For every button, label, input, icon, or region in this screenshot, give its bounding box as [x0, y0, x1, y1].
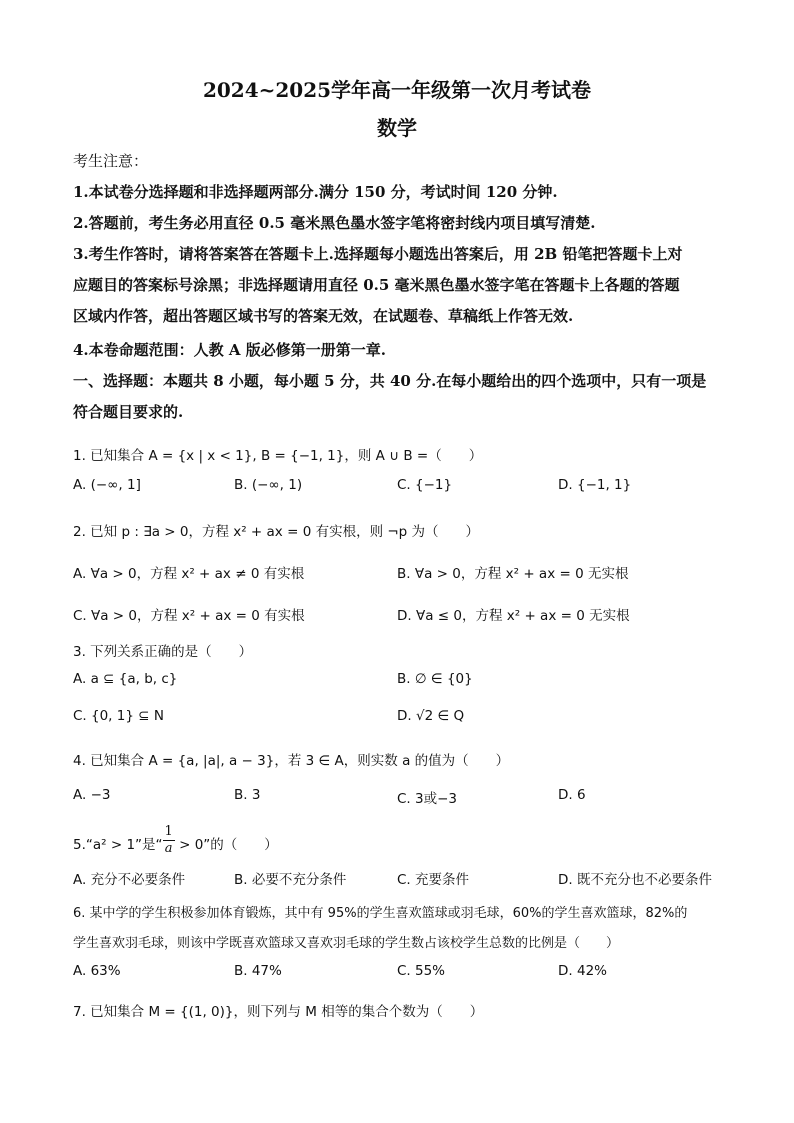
question-1-option-b: B. (−∞, 1) — [234, 477, 303, 493]
question-3-option-d: D. √2 ∈ Q — [397, 708, 465, 724]
notice-item-3: 3.考生作答时，请将答案答在答题卡上.选择题每小题选出答案后，用 2B 铅笔把答题卡上对 — [73, 245, 683, 263]
question-3-option-c: C. {0, 1} ⊆ N — [73, 708, 164, 724]
notice-item-2: 2.答题前，考生务必用直径 0.5 毫米黑色墨水签字笔将密封线内项目填写清楚. — [73, 214, 596, 232]
question-6-option-b: B. 47% — [234, 963, 282, 979]
question-2-option-a: A. ∀a > 0，方程 x² + ax ≠ 0 有实根 — [73, 566, 305, 582]
question-4-option-b: B. 3 — [234, 787, 261, 803]
question-5-stem — [73, 824, 278, 860]
question-4-option-a: A. −3 — [73, 787, 111, 803]
notice-item-3-cont-2: 区域内作答，超出答题区域书写的答案无效，在试题卷、草稿纸上作答无效. — [73, 307, 574, 325]
question-5-option-d: D. 既不充分也不必要条件 — [558, 872, 712, 888]
question-3-option-a: A. a ⊆ {a, b, c} — [73, 671, 178, 687]
question-5-stem-part-2: > 0”的（ ） — [174, 837, 278, 853]
question-6-stem-line-1: 6. 某中学的学生积极参加体育锻炼，其中有 95%的学生喜欢篮球或羽毛球，60%的学生喜欢篮球，82%的 — [73, 906, 688, 921]
notice-item-3-cont-1: 应题目的答案标号涂黑；非选择题请用直径 0.5 毫米黑色墨水签字笔在答题卡上各题的答题 — [73, 276, 680, 294]
question-2-option-b: B. ∀a > 0，方程 x² + ax = 0 无实根 — [397, 566, 629, 582]
question-5-stem-part-1: 5.“a² > 1”是“ — [73, 837, 163, 853]
question-4-stem: 4. 已知集合 A = {a, |a|, a − 3}，若 3 ∈ A，则实数 a 的值为（ ） — [73, 753, 510, 769]
question-2-stem: 2. 已知 p : ∃a > 0，方程 x² + ax = 0 有实根，则 ¬p 为（ ） — [73, 524, 480, 540]
question-4-option-d: D. 6 — [558, 787, 586, 803]
question-6-option-c: C. 55% — [397, 963, 446, 979]
question-1-option-c: C. {−1} — [397, 477, 453, 493]
question-7-stem: 7. 已知集合 M = {(1, 0)}，则下列与 M 相等的集合个数为（ ） — [73, 1004, 484, 1020]
notice-item-1: 1.本试卷分选择题和非选择题两部分.满分 150 分，考试时间 120 分钟. — [73, 183, 558, 201]
question-1-option-a: A. (−∞, 1] — [73, 477, 141, 493]
question-2-option-d: D. ∀a ≤ 0，方程 x² + ax = 0 无实根 — [397, 608, 630, 624]
question-6-option-d: D. 42% — [558, 963, 607, 979]
exam-title: 2024~2025学年高一年级第一次月考试卷 — [202, 78, 592, 102]
question-1-stem: 1. 已知集合 A = {x | x < 1}, B = {−1, 1}，则 A ∪ B =（ ） — [73, 448, 483, 464]
question-6-stem-line-2: 学生喜欢羽毛球，则该中学既喜欢篮球又喜欢羽毛球的学生数占该校学生总数的比例是（ ） — [73, 936, 620, 951]
fraction-numerator: 1 — [164, 824, 173, 839]
question-3-option-b: B. ∅ ∈ {0} — [397, 671, 473, 687]
question-5-fraction — [163, 824, 175, 857]
fraction-denominator: a — [164, 841, 173, 856]
question-4-option-c: C. 3或−3 — [397, 791, 457, 807]
question-6-option-a: A. 63% — [73, 963, 121, 979]
question-1-option-d: D. {−1, 1} — [558, 477, 632, 493]
question-3-stem: 3. 下列关系正确的是（ ） — [73, 644, 253, 660]
question-5-option-b: B. 必要不充分条件 — [234, 872, 347, 888]
question-5-option-c: C. 充要条件 — [397, 872, 470, 888]
question-5-option-a: A. 充分不必要条件 — [73, 872, 186, 888]
section-heading-line-2: 符合题目要求的. — [73, 403, 184, 421]
section-heading-line-1: 一、选择题：本题共 8 小题，每小题 5 分，共 40 分.在每小题给出的四个选项中，只有一项是 — [73, 372, 707, 390]
subject-title: 数学 — [377, 116, 417, 140]
question-2-option-c: C. ∀a > 0，方程 x² + ax = 0 有实根 — [73, 608, 305, 624]
notice-heading: 考生注意： — [73, 152, 149, 170]
notice-item-4: 4.本卷命题范围：人教 A 版必修第一册第一章. — [73, 341, 386, 359]
